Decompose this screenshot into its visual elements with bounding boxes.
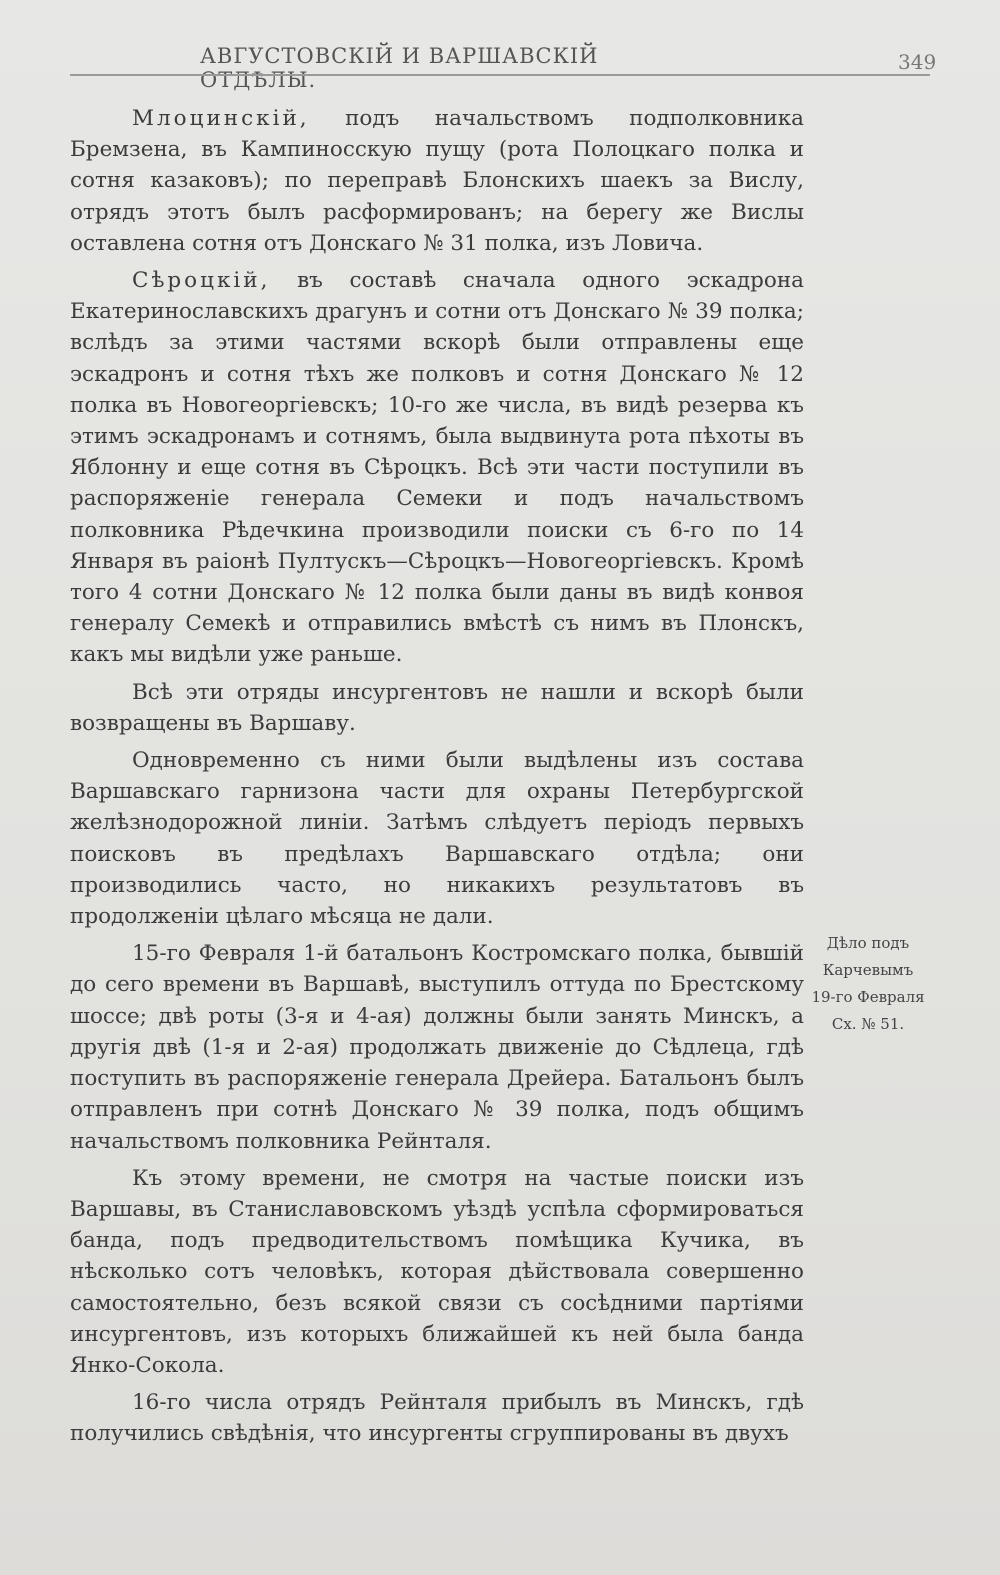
paragraph-text: въ составѣ сначала одного эскадрона Екатеринославскихъ драгунъ и сотни отъ Донскаго № 39 полка; вслѣдъ за этими частями вскорѣ были отправлены еще эскадронъ и сотня тѣхъ же полковъ и сотня Донскаго № 12 полка въ Новогеоргіевскъ; 10-го же числа, въ видѣ резерва къ этимъ эскадронамъ и сотнямъ, была выдвинута рота пѣхоты въ Яблонну и еще сотня въ Сѣроцкъ. Всѣ эти части поступили въ распоряженіе генерала Семеки и подъ начальствомъ полковника Рѣдечкина производили поиски съ 6-го по 14 Января въ раіонѣ Пултускъ—Сѣроцкъ—Новогеоргіевскъ. Кромѣ того 4 сотни Донскаго № 12 полка были даны въ видѣ конвоя генералу Семекѣ и отправились вмѣстѣ съ нимъ въ Плонскъ, какъ мы видѣли уже раньше. [70,268,804,668]
paragraph-text: Всѣ эти отряды инсургентовъ не нашли и вскорѣ были возвращены въ Варшаву. [70,679,804,736]
header-rule [70,74,930,76]
paragraph [70,1163,804,1381]
paragraph-text: Одновременно съ ними были выдѣлены изъ состава Варшавскаго гарнизона части для охраны Петербургской желѣзнодорожной линіи. Затѣмъ слѣдуетъ періодъ первыхъ поисковъ въ предѣлахъ Варшавскаго отдѣла; они производились часто, но никакихъ результатовъ въ продолженіи цѣлаго мѣсяца не дали. [70,748,804,930]
paragraph-text: 15-го Февраля 1-й батальонъ Костромскаго полка, бывшій до сего времени въ Варшавѣ, выступилъ оттуда по Брестскому шоссе; двѣ роты (3-я и 4-ая) должны были занять Минскъ, а другія двѣ (1-я и 2-ая) продолжать движеніе до Сѣдлеца, гдѣ поступить въ распоряженіе генерала Дрейера. Батальонъ былъ отправленъ при сотнѣ Донскаго № 39 полка, подъ общимъ начальствомъ полковника Рейнталя. [70,941,804,1154]
paragraph-text: Къ этому времени, не смотря на частые поиски изъ Варшавы, въ Станиславовскомъ уѣздѣ успѣла сформироваться банда, подъ предводительствомъ помѣщика Кучика, въ нѣсколько сотъ человѣкъ, которая дѣйствовала совершенно самостоятельно, безъ всякой связи съ сосѣдними партіями инсургентовъ, изъ которыхъ ближайшей къ ней была банда Янко-Сокола. [70,1165,804,1378]
margin-note-line: Карчевымъ [822,961,914,979]
paragraph-text: подъ начальствомъ подполковника Бремзена, въ Кампиносскую пущу (рота Полоцкаго полка и сотня казаковъ); по переправѣ Блонскихъ шаекъ за Вислу, отрядъ этотъ былъ расформированъ; на берегу же Вислы оставлена сотня отъ Донскаго № 31 полка, изъ Ловича. [70,106,804,256]
paragraph-lead: Млоцинскій, [132,106,310,131]
margin-note-line: Дѣло подъ [826,934,910,952]
paragraph-text: 16-го числа отрядъ Рейнталя прибылъ въ Минскъ, гдѣ получились свѣдѣнія, что инсургенты сгруппированы въ двухъ [70,1390,804,1447]
margin-note-line: 19-го Февраля [811,988,925,1006]
paragraph [70,265,804,671]
paragraph [70,938,804,1156]
margin-note-line: Сх. № 51. [831,1015,905,1033]
running-header: АВГУСТОВСКІЙ И ВАРШАВСКІЙ ОТДѢЛЫ. [200,44,599,92]
paragraph [70,1387,804,1449]
paragraph [70,677,804,739]
body-text [70,103,804,1456]
paragraph [70,103,804,259]
paragraph [70,745,804,932]
page-number: 349 [898,50,937,74]
margin-note [808,930,928,1038]
paragraph-lead: Сѣроцкій, [132,268,271,294]
